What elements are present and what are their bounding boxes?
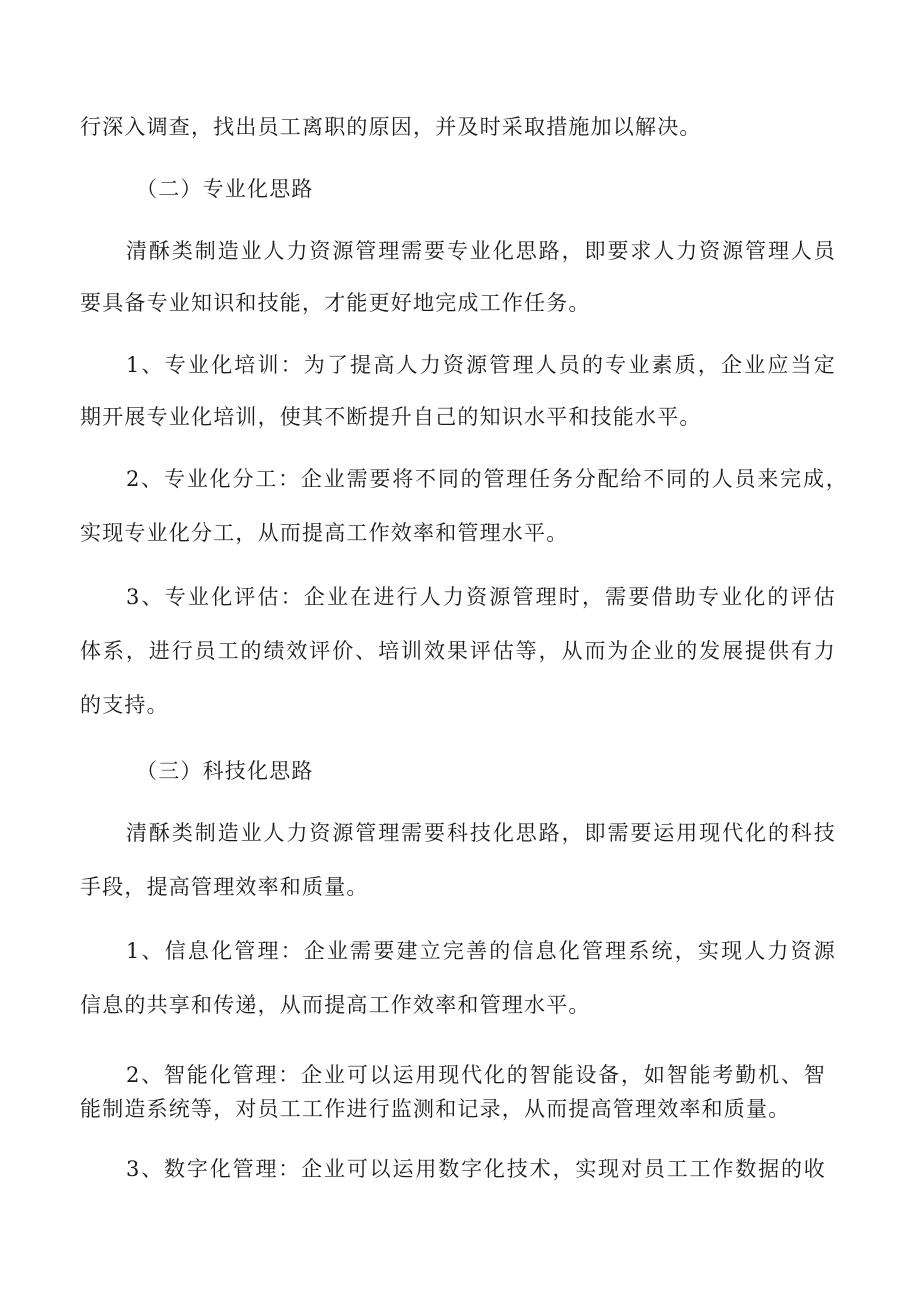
section2-intro-line-1: 清酥类制造业人力资源管理需要专业化思路，即要求人力资源管理人员 xyxy=(126,239,836,263)
section2-item2-line-2: 实现专业化分工，从而提高工作效率和管理水平。 xyxy=(80,521,569,545)
continuation-line: 行深入调查，找出员工离职的原因，并及时采取措施加以解决。 xyxy=(80,115,702,139)
section3-intro-line-2: 手段，提高管理效率和质量。 xyxy=(80,875,369,899)
section2-intro-line-2: 要具备专业知识和技能，才能更好地完成工作任务。 xyxy=(80,291,591,315)
section3-item2-line-1: 2、智能化管理：企业可以运用现代化的智能设备，如智能考勤机、智 xyxy=(126,1063,826,1087)
section-heading-3: （三）科技化思路 xyxy=(136,759,314,783)
section2-item2-line-1: 2、专业化分工：企业需要将不同的管理任务分配给不同的人员来完成， xyxy=(126,467,848,491)
section3-intro-line-1: 清酥类制造业人力资源管理需要科技化思路，即需要运用现代化的科技 xyxy=(126,821,836,845)
section3-item2-line-2: 能制造系统等，对员工工作进行监测和记录，从而提高管理效率和质量。 xyxy=(80,1097,791,1121)
section-heading-2: （二）专业化思路 xyxy=(136,177,314,201)
section3-item1-line-2: 信息的共享和传递，从而提高工作效率和管理水平。 xyxy=(80,993,591,1017)
section2-item1-line-2: 期开展专业化培训，使其不断提升自己的知识水平和技能水平。 xyxy=(80,405,702,429)
section2-item3-line-3: 的支持。 xyxy=(80,693,169,717)
section2-item3-line-2: 体系，进行员工的绩效评价、培训效果评估等，从而为企业的发展提供有力 xyxy=(80,639,836,663)
section2-item1-line-1: 1、专业化培训：为了提高人力资源管理人员的专业素质，企业应当定 xyxy=(126,353,836,377)
section3-item1-line-1: 1、信息化管理：企业需要建立完善的信息化管理系统，实现人力资源 xyxy=(126,939,836,963)
section2-item3-line-1: 3、专业化评估：企业在进行人力资源管理时，需要借助专业化的评估 xyxy=(126,585,836,609)
section3-item3-line-1: 3、数字化管理：企业可以运用数字化技术，实现对员工工作数据的收 xyxy=(126,1157,826,1181)
